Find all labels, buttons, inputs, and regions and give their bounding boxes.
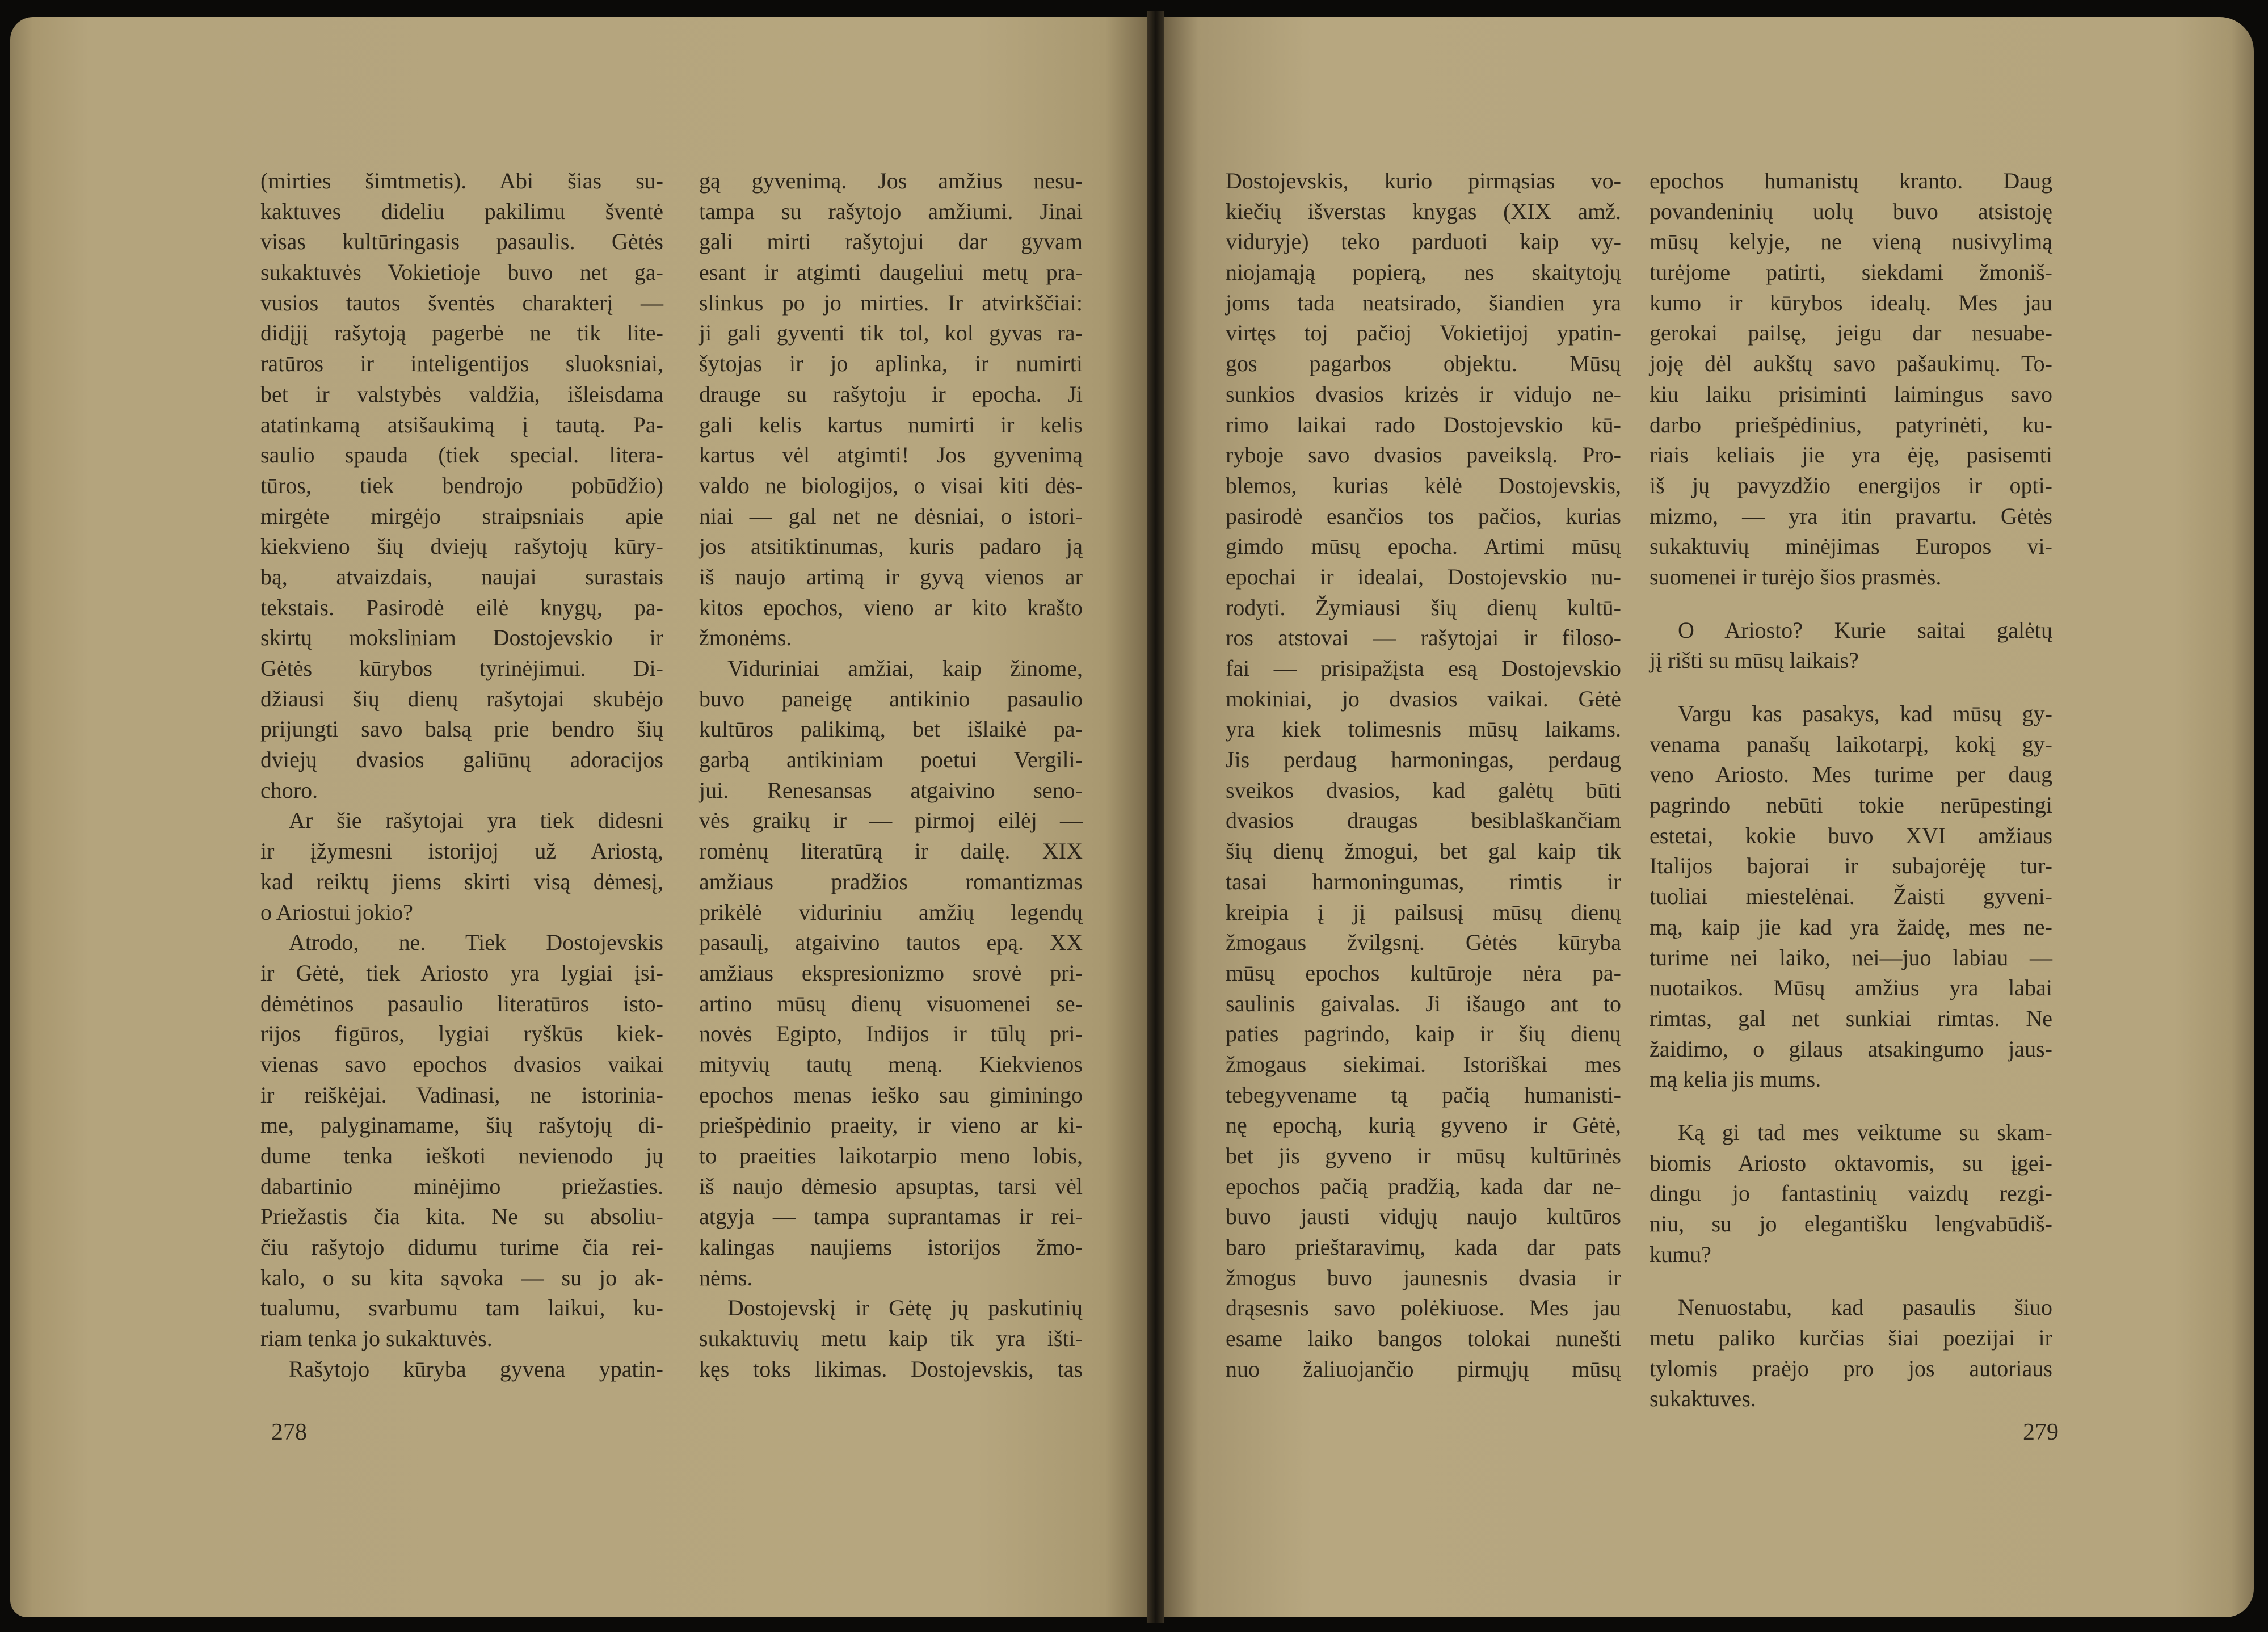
text-line: riais keliais jie yra ėję, pasisemti <box>1650 442 2052 468</box>
text-line: paties pagrindo, kaip ir šių dienų <box>1226 1021 1621 1047</box>
text-line: ir reiškėjai. Vadinasi, ne istorinia- <box>260 1082 663 1108</box>
text-line: Dostojevskį ir Gėtę jų paskutinių <box>727 1295 1083 1321</box>
paragraph <box>260 927 663 1354</box>
text-column-1 <box>260 166 663 1385</box>
text-line: venama panašų laikotarpį, kokį gy- <box>1650 731 2052 757</box>
text-line: kiečių išverstas knygas (XIX amž. <box>1226 198 1621 224</box>
text-line: Nenuostabu, kad pasaulis šiuo <box>1678 1294 2052 1320</box>
text-line: O Ariosto? Kurie saitai galėtų <box>1678 617 2052 643</box>
text-line: kreipia į jį pailsusį mūsų dienų <box>1226 899 1621 925</box>
text-line: o Ariostui jokio? <box>260 899 413 925</box>
text-line: mūsų epochos kultūroje nėra pa- <box>1226 960 1621 986</box>
text-line: baro prieštaravimų, kada dar pats <box>1226 1234 1621 1260</box>
text-line: kęs toks likimas. Dostojevskis, tas <box>699 1356 1083 1382</box>
text-line: gali mirti rašytojui dar gyvam <box>699 229 1083 255</box>
text-column-4 <box>1650 166 2052 1414</box>
paragraph <box>1650 1117 2052 1269</box>
text-line: mūsų kelyje, ne vieną nusivylimą <box>1650 229 2052 255</box>
text-line: mą kelia jis mums. <box>1650 1066 1821 1092</box>
text-line: Priežastis čia kita. Ne su absoliu- <box>260 1204 663 1230</box>
text-line: me, palyginamame, šių rašytojų di- <box>260 1112 663 1138</box>
text-line: kumu? <box>1650 1241 1711 1267</box>
text-line: iš naujo dėmesio apsuptas, tarsi vėl <box>699 1173 1083 1199</box>
text-line: mirgėte mirgėjo straipsniais apie <box>260 503 663 529</box>
text-line: dume tenka ieškoti nevienodo jų <box>260 1143 663 1168</box>
text-line: epochos humanistų kranto. Daug <box>1650 168 2052 194</box>
text-line: saulinis gaivalas. Ji išaugo ant to <box>1226 990 1621 1016</box>
text-line: gerokai pailsę, jeigu dar nesuabe- <box>1650 320 2052 346</box>
text-line: dingu jo fantastinių vaizdų rezgi- <box>1650 1180 2052 1206</box>
text-line: drauge su rašytoju ir epocha. Ji <box>699 381 1083 407</box>
text-line: kumo ir kūrybos idealų. Mes jau <box>1650 289 2052 316</box>
page-number-right: 279 <box>2023 1419 2059 1445</box>
text-line: rimtas, gal net sunkiai rimtas. Ne <box>1650 1005 2052 1031</box>
text-line: Ar šie rašytojai yra tiek didesni <box>289 807 663 834</box>
text-line: blemos, kurias kėlė Dostojevskis, <box>1226 472 1621 498</box>
text-line: jui. Renesansas atgaivino seno- <box>699 777 1083 803</box>
text-line: iš naujo artimą ir gyvą vienos ar <box>699 563 1083 590</box>
text-line: sukaktuvių minėjimas Europos vi- <box>1650 533 2052 560</box>
text-line: žmonėms. <box>699 625 792 651</box>
text-line: žmogus buvo jaunesnis dvasia ir <box>1226 1264 1621 1290</box>
text-line: kaktuves dideliu pakilimu šventė <box>260 198 663 224</box>
text-line: mą, kaip jie kad yra žaidę, mes ne- <box>1650 914 2052 940</box>
text-line: sukaktuvės Vokietioje buvo net ga- <box>260 259 663 285</box>
text-line: tebegyvename tą pačią humanisti- <box>1226 1082 1621 1108</box>
paragraph <box>1650 1292 2052 1414</box>
text-line: valdo ne biologijos, o visai kiti dės- <box>699 472 1083 498</box>
text-line: biomis Ariosto oktavomis, su įgei- <box>1650 1150 2052 1176</box>
text-line: gą gyvenimą. Jos amžius nesu- <box>699 168 1083 194</box>
text-line: priešpėdinio praeity, ir vieno ar ki- <box>699 1112 1083 1138</box>
text-line: atgyja — tampa suprantamas ir rei- <box>699 1204 1083 1230</box>
text-line: kiu laiku prisiminti laimingus savo <box>1650 381 2052 407</box>
text-line: kultūros palikimą, bet išlaikė pa- <box>699 716 1083 742</box>
text-line: joję dėl aukštų savo pašaukimų. To- <box>1650 351 2052 377</box>
text-line: epochos pačią pradžią, kada dar ne- <box>1226 1173 1621 1199</box>
text-line: Atrodo, ne. Tiek Dostojevskis <box>289 929 663 956</box>
paragraph <box>1650 699 2052 1095</box>
text-line: Vargu kas pasakys, kad mūsų gy- <box>1678 701 2052 726</box>
text-line: kitos epochos, vieno ar kito krašto <box>699 594 1083 620</box>
text-line: pasaulį, atgaivino tautos epą. XX <box>699 929 1083 956</box>
text-line: niai — gal net ne dėsniai, o istori- <box>699 503 1083 529</box>
text-line: vienas savo epochos dvasios vaikai <box>260 1051 663 1077</box>
text-line: jį rišti su mūsų laikais? <box>1650 647 1859 674</box>
text-line: gali kelis kartus numirti ir kelis <box>699 411 1083 438</box>
text-line: šytojas ir jo aplinka, ir numirti <box>699 351 1083 377</box>
text-line: žaidimo, o gilaus atsakingumo jaus- <box>1650 1036 2052 1062</box>
text-line: rodyti. Žymiausi šių dienų kultū- <box>1226 594 1621 620</box>
text-line: niojamąją popierą, nes skaitytojų <box>1226 259 1621 285</box>
text-line: mityvių tautų meną. Kiekvienos <box>699 1051 1083 1077</box>
text-line: veno Ariosto. Mes turime per daug <box>1650 762 2052 788</box>
text-line: buvo paneigę antikinio pasaulio <box>699 685 1083 712</box>
text-line: vės graikų ir — pirmoj eilėj — <box>699 807 1083 834</box>
text-line: kartus vėl atgimti! Jos gyvenimą <box>699 442 1083 468</box>
text-line: tualumu, svarbumu tam laikui, ku- <box>260 1295 663 1321</box>
text-column-3 <box>1226 166 1621 1385</box>
text-line: to praeities laikotarpio meno lobis, <box>699 1143 1083 1168</box>
text-line: vusios tautos šventės charakterį — <box>260 289 663 316</box>
text-line: mokiniai, jo dvasios vaikai. Gėtė <box>1226 685 1621 712</box>
text-line: amžiaus ekspresionizmo srovė pri- <box>699 960 1083 986</box>
text-line: žmogaus siekimai. Istoriškai mes <box>1226 1051 1621 1077</box>
text-line: Dostojevskis, kurio pirmąsias vo- <box>1226 168 1621 194</box>
text-line: metu paliko kurčias šiai poezijai ir <box>1650 1325 2052 1351</box>
text-line: riam tenka jo sukaktuvės. <box>260 1326 493 1352</box>
text-column-2 <box>699 166 1083 1385</box>
text-line: tūros, tiek bendrojo pobūdžio) <box>260 472 663 498</box>
paragraph <box>260 1354 663 1385</box>
book-gutter <box>1147 11 1164 1623</box>
text-line: garbą antikiniam poetui Vergili- <box>699 747 1083 773</box>
text-line: nuo žaliuojančio pirmųjų mūsų <box>1226 1356 1621 1382</box>
text-line: sukaktuves. <box>1650 1386 1756 1412</box>
text-line: ryboje savo dvasios paveikslą. Pro- <box>1226 442 1621 468</box>
text-line: amžiaus pradžios romantizmas <box>699 868 1083 894</box>
text-line: darbo priešpėdinius, patyrinėti, ku- <box>1650 411 2052 438</box>
text-line: jos atsitiktinumas, kuris padaro ją <box>699 533 1083 560</box>
text-line: kad reiktų jiems skirti visą dėmesį, <box>260 868 663 894</box>
text-line: nuotaikos. Mūsų amžius yra labai <box>1650 975 2052 1001</box>
text-line: slinkus po jo mirties. Ir atvirkščiai: <box>699 289 1083 316</box>
text-line: niu, su jo elegantišku lengvabūdiš- <box>1650 1211 2052 1236</box>
text-line: visas kultūringasis pasaulis. Gėtės <box>260 229 663 255</box>
text-line: Jis perdaug harmoningas, perdaug <box>1226 747 1621 773</box>
text-line: skirtų moksliniam Dostojevskio ir <box>260 625 663 651</box>
text-line: tuoliai miestelėnai. Žaisti gyveni- <box>1650 884 2052 910</box>
text-line: pasirodė esančios tos pačios, kurias <box>1226 503 1621 529</box>
text-line: bet ir valstybės valdžia, išleisdama <box>260 381 663 407</box>
paragraph <box>1226 166 1621 1385</box>
text-line: dviejų dvasios galiūnų adoracijos <box>260 747 663 773</box>
text-line: joms tada neatsirado, šiandien yra <box>1226 289 1621 316</box>
text-line: (mirties šimtmetis). Abi šias su- <box>260 168 663 194</box>
text-line: Ką gi tad mes veiktume su skam- <box>1678 1119 2052 1145</box>
text-line: ratūros ir inteligentijos sluoksniai, <box>260 351 663 377</box>
paragraph <box>699 166 1083 653</box>
text-line: ji gali gyventi tik tol, kol gyvas ra- <box>699 320 1083 346</box>
paragraph <box>260 805 663 927</box>
text-line: mizmo, — yra itin pravartu. Gėtės <box>1650 503 2052 529</box>
text-line: džiausi šių dienų rašytojai skubėjo <box>260 685 663 712</box>
text-line: čiu rašytojo didumu turime čia rei- <box>260 1234 663 1260</box>
text-line: povandeninių uolų buvo atsistoję <box>1650 198 2052 224</box>
paragraph <box>260 166 663 805</box>
text-line: bą, atvaizdais, naujai surastais <box>260 563 663 590</box>
text-line: didįjį rašytoją pagerbė ne tik lite- <box>260 320 663 346</box>
text-line: sukaktuvių metu kaip tik yra išti- <box>699 1326 1083 1352</box>
text-line: Italijos bajorai ir subajorėję tur- <box>1650 853 2052 879</box>
text-line: gos pagarbos objektu. Mūsų <box>1226 351 1621 377</box>
text-line: yra kiek tolimesnis mūsų laikams. <box>1226 716 1621 742</box>
text-line: suomenei ir turėjo šios prasmės. <box>1650 563 1942 590</box>
text-line: buvo jausti vidųjų naujo kultūros <box>1226 1204 1621 1230</box>
text-line: rimo laikai rado Dostojevskio kū- <box>1226 411 1621 438</box>
paragraph <box>699 1293 1083 1384</box>
text-line: novės Egipto, Indijos ir tūlų pri- <box>699 1021 1083 1047</box>
text-line: Rašytojo kūryba gyvena ypatin- <box>289 1356 663 1382</box>
text-line: turėjome patirti, siekdami žmoniš- <box>1650 259 2052 285</box>
text-line: iš jų pavyzdžio energijos ir opti- <box>1650 472 2052 498</box>
text-line: drąsesnis savo polėkiuose. Mes jau <box>1226 1295 1621 1321</box>
text-line: rijos figūros, lygiai ryškūs kiek- <box>260 1021 663 1047</box>
text-line: kalo, o su kita sąvoka — su jo ak- <box>260 1264 663 1290</box>
text-line: Viduriniai amžiai, kaip žinome, <box>727 655 1083 681</box>
text-line: sunkios dvasios krizės ir vidujo ne- <box>1226 381 1621 407</box>
paragraph <box>1650 166 2052 592</box>
text-line: žmogaus žvilgsnį. Gėtės kūryba <box>1226 929 1621 956</box>
text-line: esant ir atgimti daugeliui metų pra- <box>699 259 1083 285</box>
text-line: Gėtės kūrybos tyrinėjimui. Di- <box>260 655 663 681</box>
text-line: dvasios draugas besiblaškančiam <box>1226 807 1621 834</box>
text-line: tasai harmoningumas, rimtis ir <box>1226 868 1621 894</box>
text-line: esame laiko bangos tolokai nunešti <box>1226 1326 1621 1352</box>
paragraph <box>1650 615 2052 676</box>
page-number-left: 278 <box>271 1419 307 1445</box>
text-line: ir įžymesni istorijoj už Ariostą, <box>260 838 663 864</box>
text-line: sveikos dvasios, kad galėtų būti <box>1226 777 1621 803</box>
text-line: nėms. <box>699 1264 753 1290</box>
text-line: nę epochą, kurią gyveno ir Gėtė, <box>1226 1112 1621 1138</box>
text-line: dabartinio minėjimo priežasties. <box>260 1173 663 1199</box>
text-line: choro. <box>260 777 318 803</box>
text-line: atatinkamą atsišaukimą į tautą. Pa- <box>260 411 663 438</box>
text-line: saulio spauda (tiek special. litera- <box>260 442 663 468</box>
text-line: prijungti savo balsą prie bendro šių <box>260 716 663 742</box>
text-line: romėnų literatūrą ir dailę. XIX <box>699 838 1083 864</box>
text-line: kiekvieno šių dviejų rašytojų kūry- <box>260 533 663 560</box>
text-line: gimdo mūsų epocha. Artimi mūsų <box>1226 533 1621 560</box>
text-line: virtęs toj pačioj Vokietijoj ypatin- <box>1226 320 1621 346</box>
text-line: epochos menas ieško sau giminingo <box>699 1082 1083 1108</box>
text-line: artino mūsų dienų visuomenei se- <box>699 990 1083 1016</box>
paragraph <box>699 653 1083 1293</box>
text-line: turime nei laiko, nei—juo labiau — <box>1650 944 2052 970</box>
text-line: estetai, kokie buvo XVI amžiaus <box>1650 822 2052 848</box>
text-line: pagrindo nebūti tokie nerūpestingi <box>1650 792 2052 818</box>
text-line: ir Gėtė, tiek Ariosto yra lygiai įsi- <box>260 960 663 986</box>
text-line: tampa su rašytojo amžiumi. Jinai <box>699 198 1083 224</box>
text-line: šių dienų žmogui, bet gal kaip tik <box>1226 838 1621 864</box>
text-line: viduryje) teko parduoti kaip vy- <box>1226 229 1621 255</box>
text-line: prikėlė viduriniu amžių legendų <box>699 899 1083 925</box>
text-line: dėmėtinos pasaulio literatūros isto- <box>260 990 663 1016</box>
text-line: kalingas naujiems istorijos žmo- <box>699 1234 1083 1260</box>
text-line: fai — prisipažįsta esą Dostojevskio <box>1226 655 1621 681</box>
text-line: ros atstovai — rašytojai ir filoso- <box>1226 625 1621 651</box>
text-line: epochai ir idealai, Dostojevskio nu- <box>1226 563 1621 590</box>
text-line: tylomis praėjo pro jos autoriaus <box>1650 1355 2052 1381</box>
text-line: bet jis gyveno ir mūsų kultūrinės <box>1226 1143 1621 1168</box>
text-line: tekstais. Pasirodė eilė knygų, pa- <box>260 594 663 620</box>
